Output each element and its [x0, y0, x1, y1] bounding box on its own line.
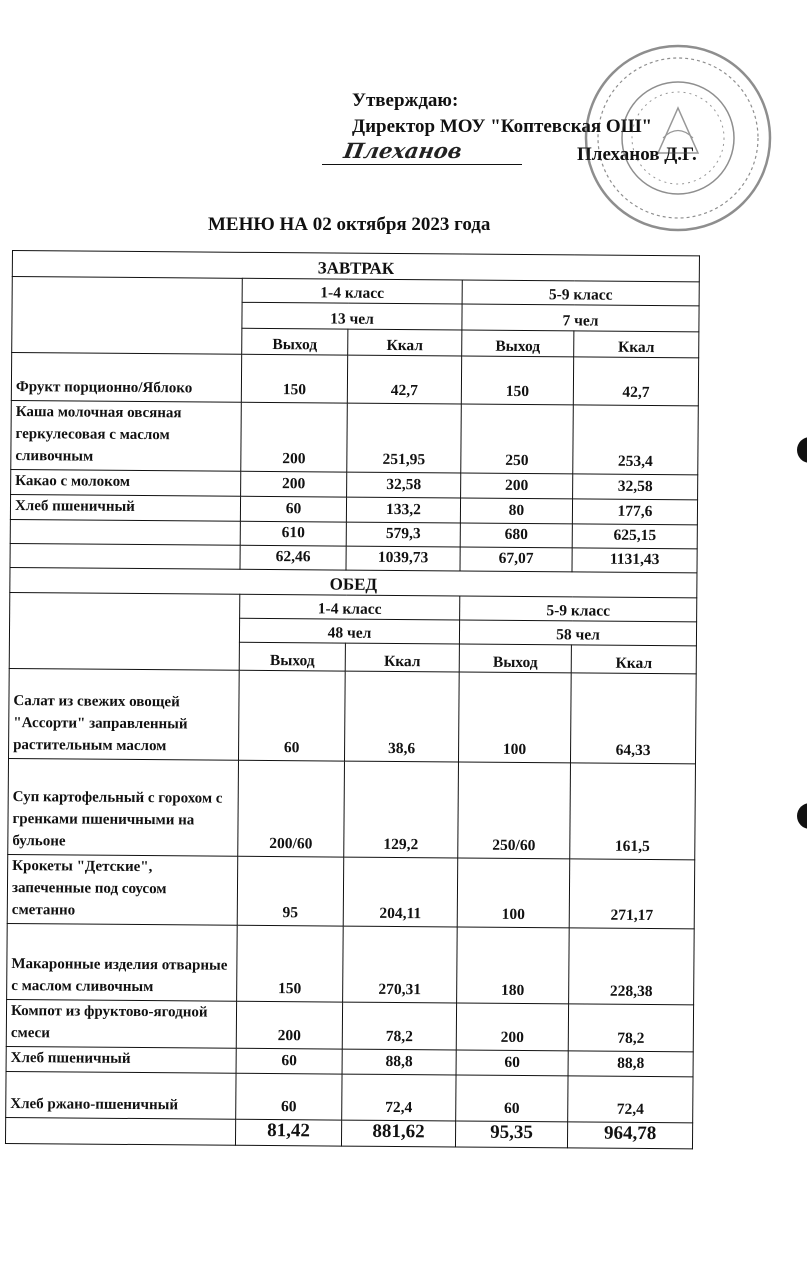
output-5-9: 200 [461, 473, 573, 499]
kcal-sum-5-9: 1131,43 [572, 548, 697, 573]
kcal-1-4: 78,2 [342, 1002, 456, 1050]
kcal-5-9: 64,33 [570, 673, 696, 764]
punch-hole-mark [797, 803, 807, 829]
lunch-group-2: 5-9 класс [460, 596, 697, 622]
table-row [9, 668, 697, 763]
output-1-4: 60 [238, 670, 345, 761]
output-1-4: 200 [236, 1001, 342, 1049]
lunch-heading: ОБЕД [10, 567, 697, 597]
column-header-output: Выход [462, 330, 574, 357]
column-header-output: Выход [239, 642, 345, 671]
kcal-1-4: 129,2 [344, 761, 459, 858]
kcal-5-9: 42,7 [573, 357, 698, 406]
director-title: Директор МОУ "Коптевская ОШ" [352, 116, 653, 137]
output-1-4: 60 [236, 1073, 342, 1120]
dish-name: Макаронные изделия отварные с маслом сливочным [7, 923, 238, 1001]
column-header-kcal: Ккал [571, 645, 696, 674]
dish-name: Какао с молоком [11, 469, 241, 496]
dish-name: Суп картофельный с горохом с гренками пшеничными на бульоне [8, 758, 239, 856]
output-5-9: 100 [458, 672, 571, 763]
column-header-output: Выход [242, 328, 348, 355]
output-5-9: 180 [457, 927, 570, 1004]
breakfast-group-2: 5-9 класс [462, 280, 699, 306]
cost-5-9: 67,07 [460, 547, 572, 572]
kcal-1-4: 88,8 [342, 1049, 456, 1075]
total-kcal-1-4: 881,62 [341, 1120, 455, 1147]
column-header-output: Выход [459, 644, 571, 673]
total-output-1-4: 610 [240, 521, 346, 546]
kcal-1-4: 72,4 [342, 1074, 456, 1121]
lunch-people-2: 58 чел [459, 620, 696, 646]
breakfast-people-2: 7 чел [462, 304, 699, 332]
table-row [11, 353, 698, 406]
output-5-9: 60 [456, 1050, 568, 1076]
kcal-1-4: 270,31 [343, 926, 458, 1003]
dish-name: Хлеб пшеничный [10, 494, 240, 521]
table-row [8, 758, 696, 859]
output-5-9: 200 [456, 1003, 568, 1051]
output-1-4: 200 [241, 402, 348, 472]
kcal-5-9: 32,58 [573, 474, 698, 500]
output-1-4: 95 [237, 856, 344, 926]
menu-title: МЕНЮ НА 02 октября 2023 года [208, 214, 491, 235]
dish-name: Фрукт порционно/Яблоко [11, 353, 241, 403]
output-5-9: 250/60 [458, 762, 571, 859]
output-5-9: 80 [460, 498, 572, 524]
kcal-1-4: 133,2 [346, 497, 460, 523]
total-output-5-9: 680 [460, 523, 572, 548]
output-5-9: 100 [457, 858, 570, 928]
menu-table [5, 250, 700, 1149]
kcal-1-4: 32,58 [347, 472, 461, 498]
kcal-5-9: 161,5 [570, 763, 696, 860]
kcal-5-9: 72,4 [568, 1076, 693, 1123]
output-5-9: 150 [461, 356, 573, 405]
breakfast-heading: ЗАВТРАК [12, 251, 699, 282]
kcal-1-4: 42,7 [347, 355, 461, 404]
output-1-4: 200 [241, 471, 347, 497]
dish-name: Хлеб пшеничный [6, 1046, 236, 1073]
kcal-1-4: 251,95 [347, 403, 462, 473]
kcal-sum-1-4: 1039,73 [346, 546, 460, 571]
kcal-5-9: 78,2 [568, 1004, 693, 1052]
punch-hole-mark [797, 437, 807, 463]
output-5-9: 250 [461, 404, 574, 474]
output-1-4: 200/60 [238, 760, 345, 857]
total-output-5-9: 95,35 [455, 1121, 567, 1148]
approval-label: Утверждаю: [352, 90, 459, 111]
round-stamp-icon [578, 38, 778, 238]
total-kcal-1-4: 579,3 [346, 522, 460, 547]
total-kcal-5-9: 625,15 [572, 524, 697, 549]
dish-name: Каша молочная овсяная геркулесовая с маслом сливочным [11, 400, 242, 471]
column-header-kcal: Ккал [348, 329, 462, 356]
table-row [7, 923, 695, 1004]
total-kcal-5-9: 964,78 [567, 1122, 692, 1149]
kcal-5-9: 228,38 [569, 928, 695, 1005]
lunch-total-row [5, 1117, 692, 1148]
output-1-4: 60 [240, 496, 346, 522]
kcal-1-4: 204,11 [343, 857, 458, 927]
kcal-1-4: 38,6 [344, 671, 459, 762]
dish-name: Компот из фруктово-ягодной смеси [6, 999, 236, 1048]
breakfast-group-1: 1-4 класс [242, 278, 462, 304]
lunch-name-header [9, 592, 240, 670]
dish-name: Салат из свежих овощей "Ассорти" заправленный растительным маслом [9, 668, 240, 760]
signer-name: Плеханов Д.Г. [577, 144, 697, 165]
kcal-5-9: 253,4 [573, 405, 699, 475]
table-row [7, 854, 695, 928]
dish-name: Хлеб ржано-пшеничный [6, 1071, 236, 1119]
column-header-kcal: Ккал [574, 331, 699, 358]
lunch-people-1: 48 чел [239, 618, 459, 644]
output-5-9: 60 [456, 1075, 568, 1122]
output-1-4: 150 [237, 925, 344, 1002]
cost-1-4: 62,46 [240, 545, 346, 570]
handwritten-signature: Плеханов [341, 138, 465, 163]
table-row [6, 999, 693, 1051]
signature-line [322, 164, 522, 165]
menu-sheet [5, 250, 699, 1145]
kcal-5-9: 88,8 [568, 1051, 693, 1077]
kcal-5-9: 177,6 [572, 499, 697, 525]
table-row [11, 400, 699, 474]
table-row [6, 1071, 693, 1122]
dish-name: Крокеты "Детские", запеченные под соусом сметанно [7, 854, 238, 925]
total-output-1-4: 81,42 [235, 1119, 341, 1146]
column-header-kcal: Ккал [345, 643, 459, 672]
output-1-4: 150 [241, 354, 347, 403]
breakfast-people-1: 13 чел [242, 302, 462, 330]
breakfast-name-header [12, 277, 243, 355]
lunch-group-1: 1-4 класс [240, 594, 460, 620]
output-1-4: 60 [236, 1048, 342, 1074]
kcal-5-9: 271,17 [569, 859, 695, 929]
